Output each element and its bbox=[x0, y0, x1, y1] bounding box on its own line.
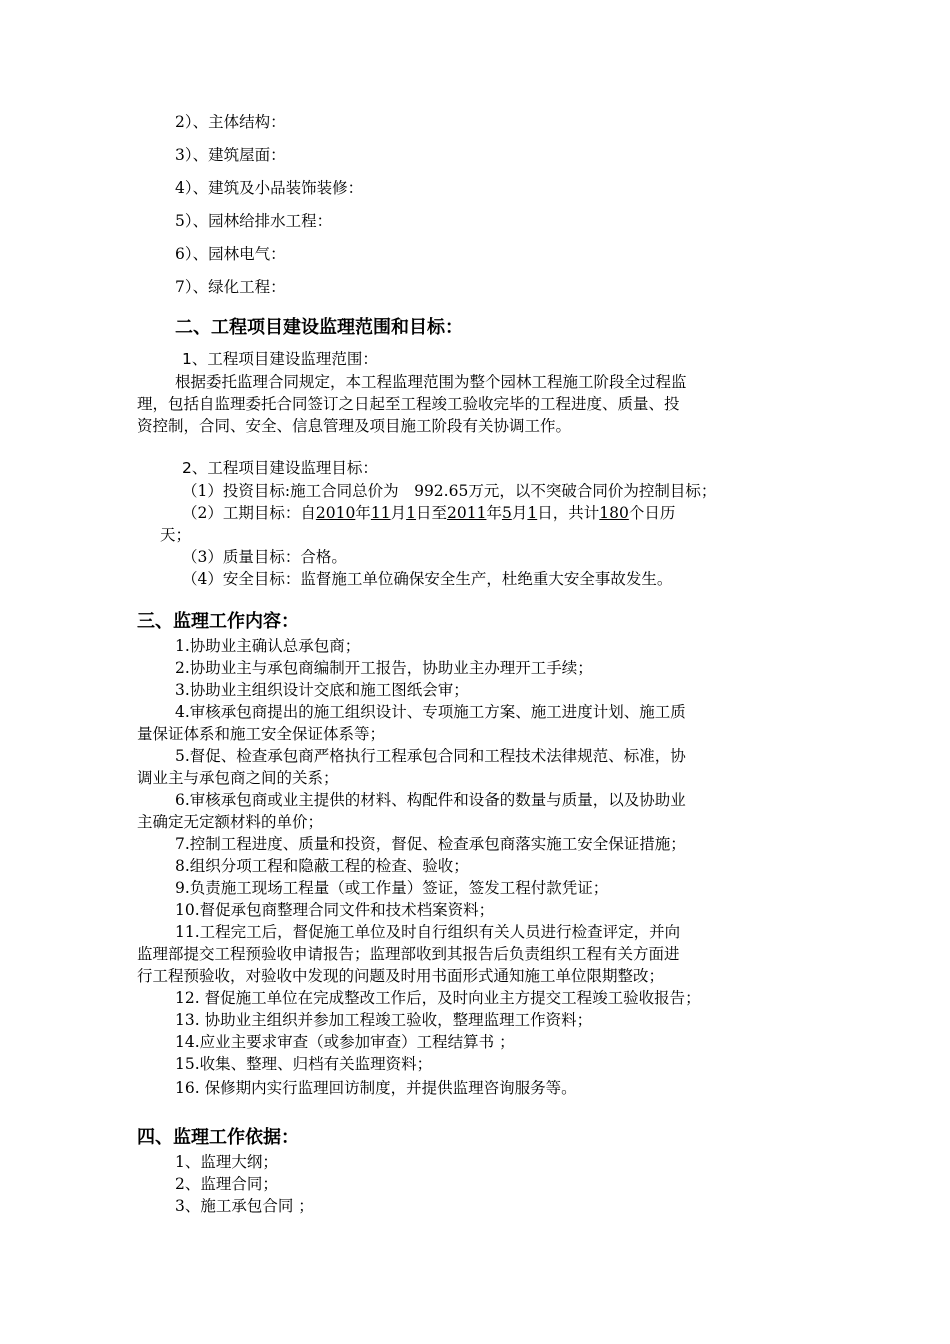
end-day: 1 bbox=[527, 504, 538, 522]
list-item-cont: 主确定无定额材料的单价； bbox=[137, 813, 324, 831]
scope-item: 5）、园林给排水工程： bbox=[175, 212, 333, 230]
scope-item: 3）、建筑屋面： bbox=[175, 146, 286, 164]
text: 日，共计 bbox=[537, 504, 600, 522]
scope-item: 7）、绿化工程： bbox=[175, 278, 286, 296]
list-item-cont: 行工程预验收，对验收中发现的问题及时用书面形式通知施工单位限期整改； bbox=[137, 967, 665, 985]
list-item: 4.审核承包商提出的施工组织设计、专项施工方案、施工进度计划、施工质 bbox=[175, 703, 686, 721]
list-item: 9.负责施工现场工程量（或工作量）签证，签发工程付款凭证； bbox=[175, 879, 609, 897]
section-heading: 二、工程项目建设监理范围和目标： bbox=[175, 317, 463, 338]
list-item: 6.审核承包商或业主提供的材料、构配件和设备的数量与质量，以及协助业 bbox=[175, 791, 686, 809]
list-item-cont: 监理部提交工程预验收申请报告；监理部收到其报告后负责组织工程有关方面进 bbox=[137, 945, 680, 963]
scope-item: 6）、园林电气： bbox=[175, 245, 286, 263]
text: 日至 bbox=[415, 504, 447, 522]
subsection-heading: 1、工程项目建设监理范围： bbox=[182, 350, 378, 368]
list-item: 13. 协助业主组织并参加工程竣工验收，整理监理工作资料； bbox=[175, 1011, 593, 1029]
text: 年 bbox=[486, 504, 502, 522]
scope-item: 4）、建筑及小品装饰装修： bbox=[175, 179, 364, 197]
text: 年 bbox=[355, 504, 371, 522]
goal-schedule-cont: 天； bbox=[160, 526, 192, 544]
scope-item: 2）、主体结构： bbox=[175, 113, 286, 131]
goal-schedule bbox=[182, 503, 675, 523]
start-year: 2010 bbox=[315, 504, 356, 522]
subsection-heading: 2、工程项目建设监理目标： bbox=[182, 459, 378, 477]
list-item: 15.收集、整理、归档有关监理资料； bbox=[175, 1055, 433, 1073]
text: 个日历 bbox=[628, 504, 676, 522]
list-item: 14.应业主要求审查（或参加审查）工程结算书 ； bbox=[175, 1033, 515, 1051]
list-item: 3、施工承包合同 ； bbox=[175, 1197, 314, 1215]
text: 月 bbox=[511, 504, 528, 522]
list-item: 1、监理大纲； bbox=[175, 1153, 278, 1171]
list-item: 2、监理合同； bbox=[175, 1175, 278, 1193]
list-item: 2.协助业主与承包商编制开工报告，协助业主办理开工手续； bbox=[175, 659, 593, 677]
goal-investment: （1）投资目标:施工合同总价为 992.65万元，以不突破合同价为控制目标； bbox=[182, 482, 717, 500]
list-item-cont: 调业主与承包商之间的关系； bbox=[137, 769, 339, 787]
paragraph-line: 理，包括自监理委托合同签订之日起至工程竣工验收完毕的工程进度、质量、投 bbox=[137, 395, 680, 413]
paragraph-line: 根据委托监理合同规定，本工程监理范围为整个园林工程施工阶段全过程监 bbox=[175, 373, 687, 391]
list-item: 7.控制工程进度、质量和投资，督促、检查承包商落实施工安全保证措施； bbox=[175, 835, 686, 853]
list-item: 12. 督促施工单位在完成整改工作后，及时向业主方提交工程竣工验收报告； bbox=[175, 989, 701, 1007]
list-item: 1.协助业主确认总承包商； bbox=[175, 637, 361, 655]
total-days: 180 bbox=[599, 504, 629, 522]
goal-quality: （3）质量目标：合格。 bbox=[182, 548, 347, 566]
list-item: 11.工程完工后，督促施工单位及时自行组织有关人员进行检查评定，并向 bbox=[175, 923, 681, 941]
start-month: 11 bbox=[370, 504, 391, 522]
goal-schedule-prefix: （2）工期目标：自 bbox=[182, 504, 316, 522]
section-heading: 四、监理工作依据： bbox=[137, 1127, 299, 1148]
list-item: 3.协助业主组织设计交底和施工图纸会审； bbox=[175, 681, 469, 699]
paragraph-line: 资控制，合同、安全、信息管理及项目施工阶段有关协调工作。 bbox=[137, 417, 572, 435]
list-item: 8.组织分项工程和隐蔽工程的检查、验收； bbox=[175, 857, 469, 875]
end-month: 5 bbox=[501, 504, 512, 522]
start-day: 1 bbox=[406, 504, 416, 522]
end-year: 2011 bbox=[446, 504, 487, 522]
text: 月 bbox=[390, 504, 407, 522]
list-item: 16. 保修期内实行监理回访制度，并提供监理咨询服务等。 bbox=[175, 1079, 577, 1097]
list-item-cont: 量保证体系和施工安全保证体系等； bbox=[137, 725, 386, 743]
list-item: 10.督促承包商整理合同文件和技术档案资料； bbox=[175, 901, 495, 919]
section-heading: 三、监理工作内容： bbox=[137, 611, 299, 632]
list-item: 5.督促、检查承包商严格执行工程承包合同和工程技术法律规范、标准，协 bbox=[175, 747, 686, 765]
goal-safety: （4）安全目标：监督施工单位确保安全生产，杜绝重大安全事故发生。 bbox=[182, 570, 673, 588]
